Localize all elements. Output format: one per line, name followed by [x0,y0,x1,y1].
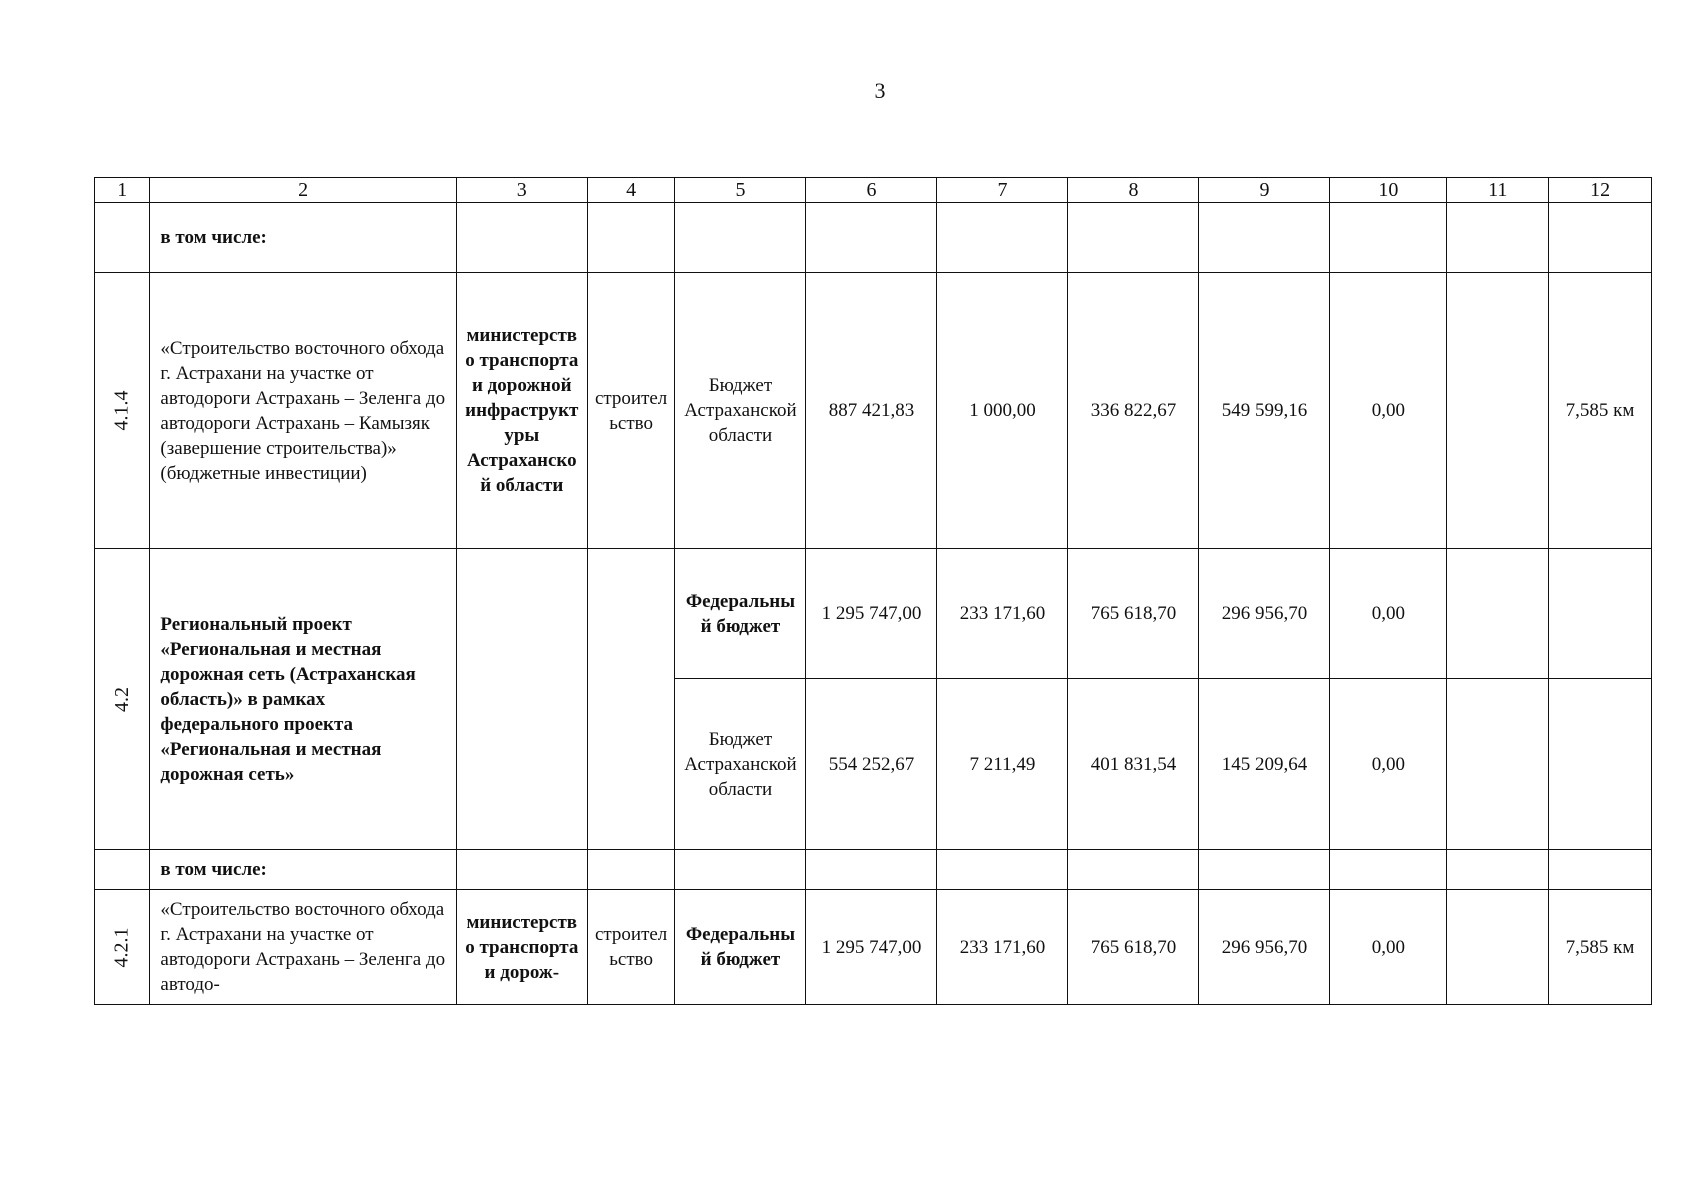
header-cell: 2 [150,178,456,203]
header-cell: 8 [1068,178,1199,203]
value-cell: 296 956,70 [1199,549,1330,679]
project-name: «Строительство восточного обхода г. Астрахани на участке от автодороги Астрахань – Зеленга до автодороги Астрахань – Камызяк (завершение строительства)» (бюджетные инвестиции) [150,273,456,549]
header-cell: 11 [1447,178,1549,203]
value-cell: 233 171,60 [937,890,1068,1005]
value-cell: 0,00 [1330,890,1447,1005]
value-cell: 233 171,60 [937,549,1068,679]
page-number: 3 [874,78,886,103]
subheader-label: в том числе: [150,850,456,890]
value-cell: 549 599,16 [1199,273,1330,549]
table-header-row [95,178,1652,203]
header-cell: 7 [937,178,1068,203]
value-cell: 145 209,64 [1199,679,1330,850]
header-cell: 10 [1330,178,1447,203]
table-row-subheader [95,203,1652,273]
value-cell: 1 295 747,00 [806,890,937,1005]
header-cell: 9 [1199,178,1330,203]
value-cell [1447,890,1549,1005]
header-cell: 5 [675,178,806,203]
value-cell: 7 211,49 [937,679,1068,850]
subheader-label: в том числе: [150,203,456,273]
funding-source-cell: Федеральный бюджет [675,549,806,679]
value-cell [1447,273,1549,549]
budget-table [94,177,1652,1005]
header-cell: 1 [95,178,150,203]
value-cell: 296 956,70 [1199,890,1330,1005]
value-cell: 401 831,54 [1068,679,1199,850]
funding-source-cell: Бюджет Астраханской области [675,273,806,549]
table-row [95,890,1652,1005]
value-cell: 1 295 747,00 [806,549,937,679]
table-row-subheader [95,850,1652,890]
funding-source-cell: Федеральный бюджет [675,890,806,1005]
work-type-cell: строительство [587,890,675,1005]
responsible-cell: министерство транспорта и дорож- [456,890,587,1005]
value-cell: 0,00 [1330,679,1447,850]
value-cell: 765 618,70 [1068,890,1199,1005]
project-name: «Строительство восточного обхода г. Астрахани на участке от автодороги Астрахань – Зеленга до автодо- [150,890,456,1005]
header-cell: 12 [1549,178,1652,203]
table-row [95,549,1652,679]
length-cell: 7,585 км [1549,890,1652,1005]
work-type-cell: строительство [587,273,675,549]
value-cell: 0,00 [1330,549,1447,679]
length-cell: 7,585 км [1549,273,1652,549]
header-cell: 4 [587,178,675,203]
responsible-cell: министерство транспорта и дорожной инфраструктуры Астраханской области [456,273,587,549]
header-cell: 3 [456,178,587,203]
row-number: 4.2.1 [110,927,133,967]
value-cell: 336 822,67 [1068,273,1199,549]
value-cell: 765 618,70 [1068,549,1199,679]
row-number: 4.1.4 [110,390,133,431]
header-cell: 6 [806,178,937,203]
row-number: 4.2 [110,686,133,712]
funding-source-cell: Бюджет Астраханской области [675,679,806,850]
table-row [95,273,1652,549]
value-cell: 1 000,00 [937,273,1068,549]
value-cell: 554 252,67 [806,679,937,850]
project-name: Региональный проект «Региональная и местная дорожная сеть (Астраханская область)» в рамках федерального проекта «Региональная и местная дорожная сеть» [150,549,456,850]
value-cell: 887 421,83 [806,273,937,549]
value-cell: 0,00 [1330,273,1447,549]
